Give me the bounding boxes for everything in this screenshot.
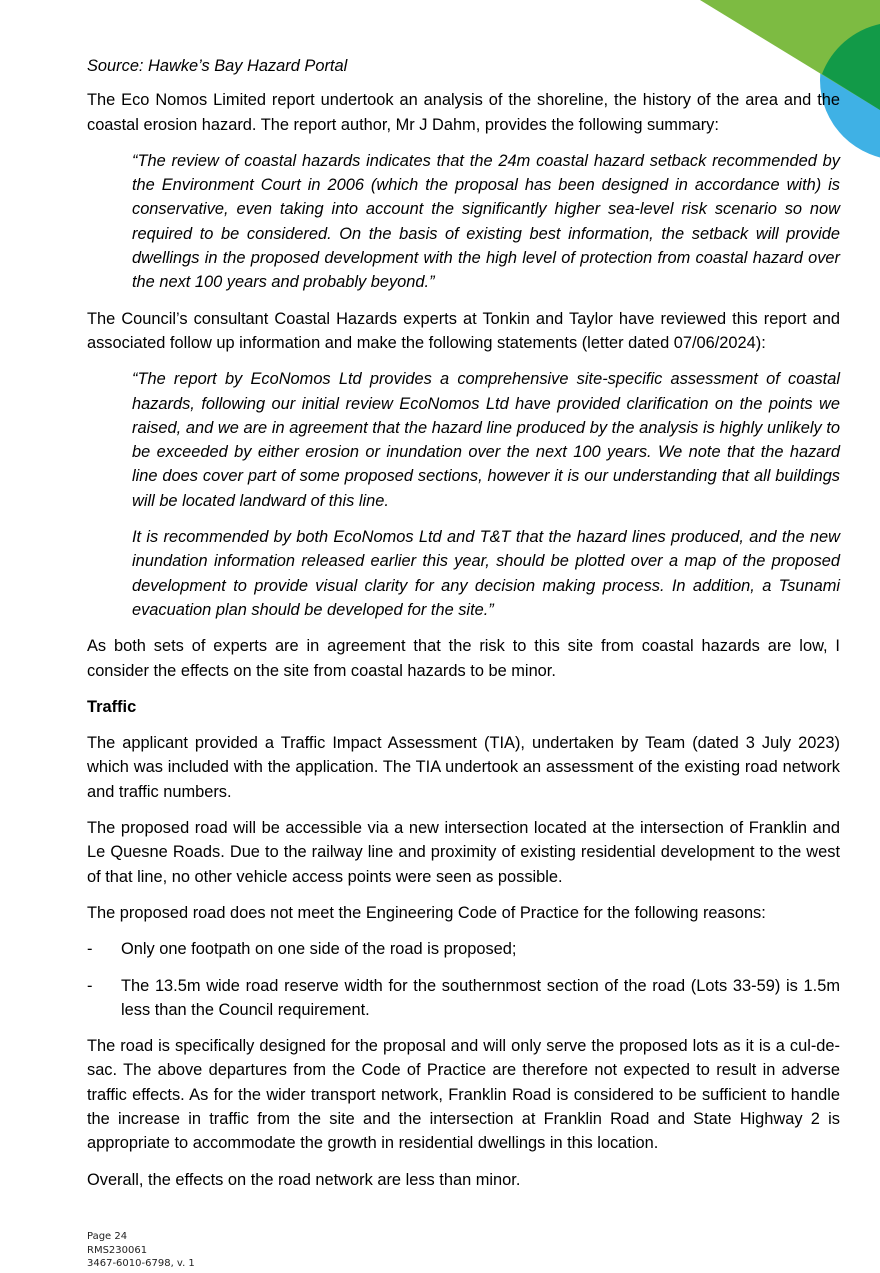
coastal-conclusion-paragraph: As both sets of experts are in agreement that the risk to this site from coastal hazards are low, I consider the effects on the site from coastal hazards to be minor.	[87, 637, 840, 680]
page-footer	[87, 1230, 195, 1271]
tonkin-taylor-quote-1: “The report by EcoNomos Ltd provides a comprehensive site-specific assessment of coastal hazards, following our initial review EcoNomos Ltd have provided clarification on the points we raised, and we are in agreement that the hazard line produced by the analysis is highly unlikely to be exceeded by either erosion or inundation over the next 100 years. We note that the hazard line does cover part of some proposed sections, however it is our understanding that all buildings will be located landward of this line.	[132, 370, 840, 510]
figure-source-caption: Source: Hawke’s Bay Hazard Portal	[87, 57, 348, 75]
traffic-overall-paragraph: Overall, the effects on the road network are less than minor.	[87, 1170, 521, 1189]
traffic-tia-paragraph: The applicant provided a Traffic Impact Assessment (TIA), undertaken by Team (dated 3 July 2023) which was included with the application. The TIA undertook an assessment of the existing road network and traffic numbers.	[87, 734, 840, 801]
list-dash: -	[87, 940, 93, 959]
list-item-text: The 13.5m wide road reserve width for the southernmost section of the road (Lots 33-59) is 1.5m less than the Council requirement.	[121, 976, 840, 1019]
traffic-access-paragraph: The proposed road will be accessible via a new intersection located at the intersection of Franklin and Le Quesne Roads. Due to the railway line and proximity of existing residential development to the west of that line, no other vehicle access points were seen as possible.	[87, 819, 840, 886]
list-item-text: Only one footpath on one side of the road is proposed;	[121, 940, 517, 959]
document-reference: RMS230061	[87, 1244, 148, 1256]
list-dash: -	[87, 976, 93, 995]
traffic-heading: Traffic	[87, 697, 137, 716]
traffic-design-paragraph: The road is specifically designed for the proposal and will only serve the proposed lots as it is a cul-de-sac. The above departures from the Code of Practice are therefore not expected to result in adverse traffic effects. As for the wider transport network, Franklin Road is considered to be sufficient to handle the increase in traffic from the site and the intersection at Franklin Road and State Highway 2 is appropriate to accommodate the growth in residential dwellings in this location.	[87, 1037, 840, 1153]
intro-paragraph: The Eco Nomos Limited report undertook an analysis of the shoreline, the history of the area and the coastal erosion hazard. The report author, Mr J Dahm, provides the following summary:	[87, 91, 840, 134]
tonkin-taylor-quote-2: It is recommended by both EcoNomos Ltd and T&T that the hazard lines produced, and the new inundation information released earlier this year, should be plotted over a map of the proposed development to provide visual clarity for any decision making process. In addition, a Tsunami evacuation plan should be developed for the site.”	[132, 528, 840, 619]
page-number: Page 24	[87, 1231, 128, 1242]
council-consultant-paragraph: The Council’s consultant Coastal Hazards experts at Tonkin and Taylor have reviewed this report and associated follow up information and make the following statements (letter dated 07/06/2024):	[87, 309, 840, 352]
list-item	[87, 974, 840, 1023]
list-item	[87, 937, 840, 961]
code-departures-list	[87, 937, 840, 1022]
document-id: 3467-6010-6798, v. 1	[87, 1258, 195, 1269]
traffic-code-paragraph: The proposed road does not meet the Engineering Code of Practice for the following reasons:	[87, 903, 766, 922]
document-body	[87, 54, 840, 1204]
dahm-quote: “The review of coastal hazards indicates that the 24m coastal hazard setback recommended by the Environment Court in 2006 (which the proposal has been designed in accordance with) is conservative, even taking into account the significantly higher sea-level risk scenario so now required to be considered. On the basis of existing best information, the setback will provide dwellings in the proposed development with the high level of protection from coastal hazard over the next 100 years and probably beyond.”	[132, 151, 840, 292]
